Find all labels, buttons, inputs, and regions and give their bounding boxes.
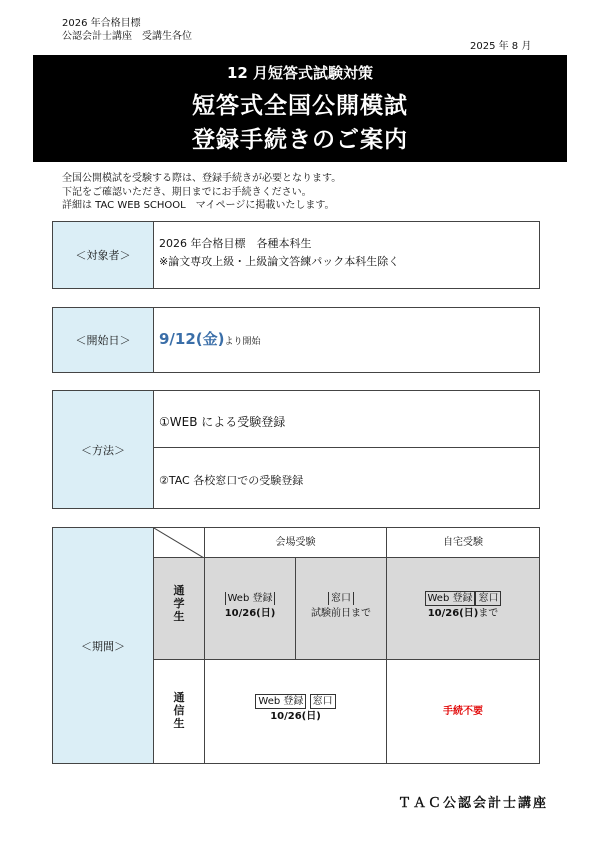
- corr-home-no-procedure: 手続不要: [443, 706, 483, 717]
- method-section: [52, 390, 540, 509]
- method-label: ＜方法＞: [53, 391, 154, 508]
- row-header-correspondence-text: 通信生: [173, 691, 185, 730]
- row-header-commute: [172, 584, 186, 623]
- commute-home-cell: [387, 591, 539, 621]
- title-banner: [33, 55, 567, 162]
- commute-venue-window-date: 試験前日まで: [311, 608, 371, 619]
- method-option-window: ②TAC 各校窓口での受験登録: [159, 474, 304, 487]
- start-value: [159, 328, 261, 349]
- col-header-home: 自宅受験: [443, 537, 483, 548]
- header-info: [62, 17, 192, 43]
- footer-organization: ＴＡＣ公認会計士講座: [398, 796, 549, 811]
- corr-home-cell: [387, 704, 539, 719]
- target-note: ※論文専攻上級・上級論文答練パック本科生除く: [159, 255, 400, 268]
- start-label: ＜開始日＞: [53, 308, 154, 372]
- commute-home-date: 10/26(日): [427, 608, 479, 619]
- intro-line: 全国公開模試を受験する際は、登録手続きが必要となります。: [62, 173, 342, 184]
- intro-line: 下記をご確認いただき、期日までにお手続きください。: [62, 186, 312, 198]
- start-section: [52, 307, 540, 373]
- header-recipients: 公認会計士講座 受講生各位: [62, 31, 192, 42]
- method-option-web: ①WEB による受験登録: [159, 415, 286, 429]
- col-header-venue: 会場受験: [275, 537, 316, 548]
- commute-venue-web-date: 10/26(日): [224, 608, 276, 619]
- title-subheading: 12 月短答式試験対策: [226, 64, 374, 82]
- target-section: [52, 221, 540, 289]
- grid-line: [154, 557, 539, 558]
- method-divider: [153, 447, 539, 448]
- row-header-correspondence: [172, 691, 186, 730]
- web-registration-tag: Web 登録: [225, 592, 276, 605]
- title-main: 短答式全国公開模試: [192, 93, 408, 119]
- header-target-year: 2026 年合格目標: [62, 18, 141, 29]
- start-date: 9/12(金): [159, 330, 225, 348]
- window-registration-tag: 窓口: [475, 591, 501, 606]
- grid-line: [386, 528, 387, 763]
- target-label: ＜対象者＞: [53, 222, 154, 288]
- header-date: 2025 年 8 月: [470, 41, 532, 52]
- period-section: [52, 527, 540, 764]
- corr-venue-date: 10/26(日): [270, 711, 321, 722]
- period-label: ＜期間＞: [53, 528, 154, 763]
- target-main: 2026 年合格目標 各種本科生: [159, 237, 312, 250]
- commute-venue-web-cell: [205, 591, 295, 621]
- commute-venue-window-cell: [296, 591, 386, 621]
- corner-diagonal: [154, 528, 204, 558]
- window-registration-tag: 窓口: [310, 694, 336, 709]
- row-header-commute-text: 通学生: [173, 584, 185, 623]
- title-sub: 登録手続きのご案内: [192, 127, 408, 153]
- web-registration-tag: Web 登録: [255, 694, 306, 709]
- commute-home-suffix: まで: [478, 608, 499, 619]
- intro-text: [62, 172, 341, 213]
- grid-line: [154, 659, 539, 660]
- start-suffix: より開始: [224, 337, 261, 347]
- web-registration-tag: Web 登録: [425, 591, 476, 606]
- window-registration-tag: 窓口: [328, 592, 354, 605]
- corr-venue-cell: [205, 694, 386, 724]
- intro-line: 詳細は TAC WEB SCHOOL マイページに掲載いたします。: [62, 200, 335, 211]
- grid-line: [204, 528, 205, 763]
